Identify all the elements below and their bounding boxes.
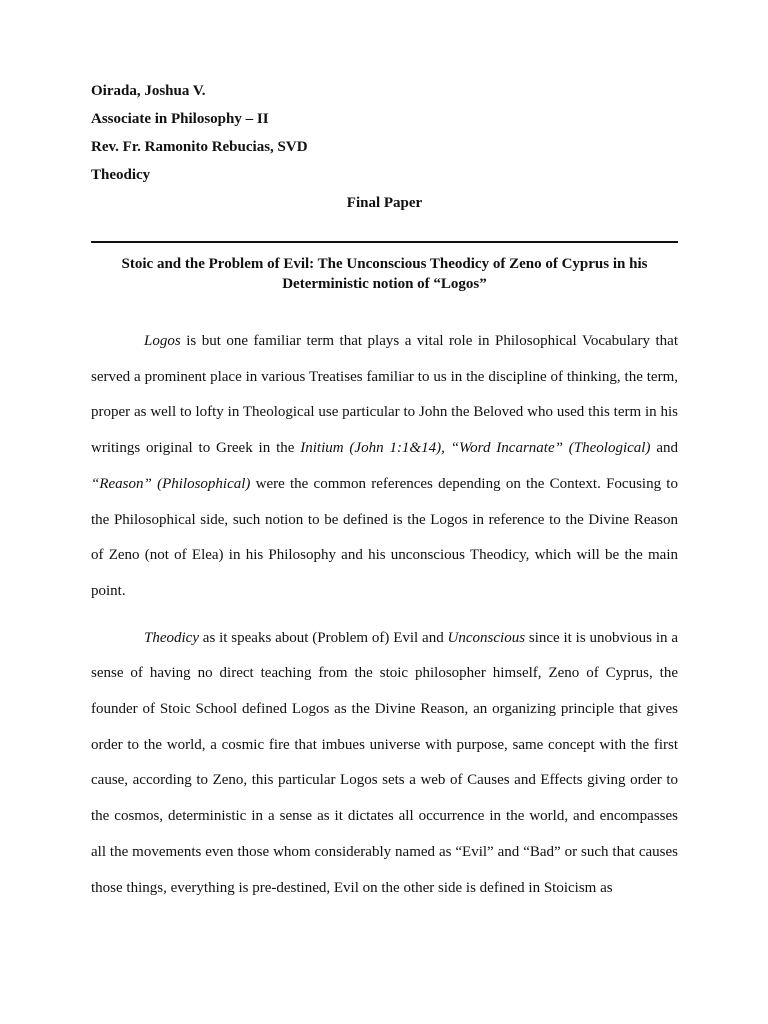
header-divider bbox=[91, 241, 678, 243]
paragraph-2-text-1: as it speaks about (Problem of) Evil and bbox=[198, 629, 448, 646]
paragraph-1-text-2: and bbox=[650, 440, 678, 457]
paper-header bbox=[91, 80, 678, 214]
body-paragraph-2 bbox=[91, 621, 678, 907]
paragraph-1-reference-2: “Reason” (Philosophical) bbox=[91, 475, 251, 492]
course-name: Theodicy bbox=[91, 167, 151, 183]
paper-body bbox=[91, 324, 678, 906]
paragraph-1-text-1: is but one familiar term that plays a vital role in Philosophical Vocabulary that served a prominent place in various Treatises familiar to us in the discipline of thinking, the term, proper as well to lofty in Theological use particular to John the Beloved who used this term in his writings original to Greek in the bbox=[91, 333, 678, 457]
paragraph-2-reference-1: Unconscious bbox=[447, 629, 526, 646]
paragraph-2-term: Theodicy bbox=[144, 629, 199, 646]
instructor-name: Rev. Fr. Ramonito Rebucias, SVD bbox=[91, 139, 308, 155]
author-name: Oirada, Joshua V. bbox=[91, 83, 206, 99]
body-paragraph-1 bbox=[91, 324, 678, 610]
paper-type: Final Paper bbox=[346, 195, 423, 211]
paragraph-1-reference-1: Initium (John 1:1&14), “Word Incarnate” (Theological) bbox=[300, 440, 651, 457]
paragraph-1-text-3: were the common references depending on the Context. Focusing to the Philosophical side, such notion to be defined is the Logos in reference to the Divine Reason of Zeno (not of Elea) in his Philosophy and his unconscious Theodicy, which will be the main point. bbox=[91, 475, 678, 599]
paragraph-2-text-2: since it is unobvious in a sense of having no direct teaching from the stoic philosopher himself, Zeno of Cyprus, the founder of Stoic School defined Logos as the Divine Reason, an organizing principle that gives order to the world, a cosmic fire that imbues universe with purpose, same concept with the first cause, according to Zeno, this particular Logos sets a web of Causes and Effects giving order to the cosmos, deterministic in a sense as it dictates all occurrence in the world, and encompasses all the movements even those whom considerably named as “Evil” and “Bad” or such that causes those things, everything is pre-destined, Evil on the other side is defined in Stoicism as bbox=[91, 629, 678, 896]
paper-title: Stoic and the Problem of Evil: The Unconscious Theodicy of Zeno of Cyprus in his Deterministic notion of “Logos” bbox=[121, 256, 648, 292]
paragraph-1-term: Logos bbox=[144, 333, 181, 349]
program-name: Associate in Philosophy – II bbox=[91, 111, 269, 127]
